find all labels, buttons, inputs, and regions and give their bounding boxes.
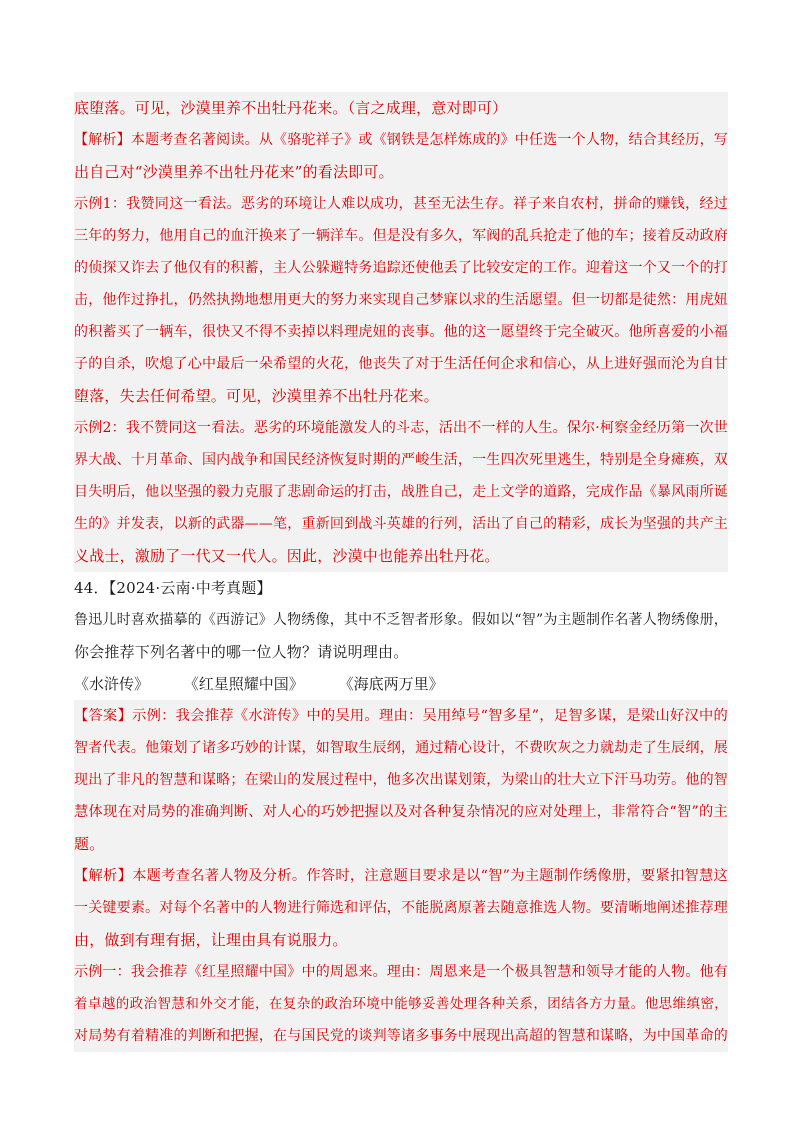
text-line: 目失明后，他以坚强的毅力克服了悲剧命运的打击，战胜自己，走上文学的道路，完成作品《暴风雨所诞 [74,484,728,500]
question-header [74,572,728,604]
previous-analysis-block [74,124,728,572]
book-options [74,668,728,700]
text-line: 智者代表。他策划了诸多巧妙的计谋，如智取生辰纲，通过精心设计，不费吹灰之力就劫走了生辰纲，展 [74,740,728,756]
text-line: 的积蓄买了一辆车，很快又不得不卖掉以料理虎妞的丧事。他的这一愿望终于完全破灭。他所喜爱的小福 [74,324,728,340]
text-line: 对局势有着精准的判断和把握，在与国民党的谈判等诸多事务中展现出高超的智慧和谋略，为中国革命的 [74,1028,728,1044]
answer-block [74,700,728,860]
text-line: 示例2：我不赞同这一看法。恶劣的环境能激发人的斗志，活出不一样的人生。保尔·柯察金经历第一次世 [74,420,728,436]
text-line: 慧体现在对局势的准确判断、对人心的巧妙把握以及对各种复杂情况的应对处理上，非常符合“智”的主 [74,804,728,820]
analysis-block [74,860,728,1052]
text-line: 【解析】本题考查名著阅读。从《骆驼祥子》或《钢铁是怎样炼成的》中任选一个人物，结合其经历，写 [74,132,728,148]
text-line: 堕落，失去任何希望。可见，沙漠里养不出牡丹花来。 [74,387,439,405]
analysis-tag: 【解析】 [74,868,133,884]
book-option-2: 《红星照耀中国》 [183,675,304,693]
previous-answer-continuation [74,92,728,124]
text-line: 义战士，激励了一代又一代人。因此，沙漠中也能养出牡丹花。 [74,547,500,565]
text-line: 生的》并发表，以新的武器——笔，重新回到战斗英雄的行列，活出了自己的精彩，成长为坚强的共产主 [74,516,728,532]
text-line: 示例1：我赞同这一看法。恶劣的环境让人难以成功，甚至无法生存。祥子来自农村，拼命的赚钱，经过 [74,196,728,212]
book-option-1: 《水浒传》 [74,675,150,693]
text-line: 由，做到有理有据，让理由具有说服力。 [74,931,348,949]
page-content [74,92,728,1052]
text-line: 着卓越的政治智慧和外交才能，在复杂的政治环境中能够妥善处理各种关系，团结各方力量。他思维缜密， [74,996,728,1012]
analysis-tag: 【解析】 [74,132,131,148]
text-line: 子的自杀，吹熄了心中最后一朵希望的火花，他丧失了对于生活任何企求和信心，从上进好强而沦为自甘 [74,356,728,372]
text-line: 一关键要素。对每个名著中的人物进行筛选和评估，不能脱离原著去随意推选人物。要清晰地阐述推荐理 [74,900,728,916]
text-line: 出自己对“沙漠里养不出牡丹花来”的看法即可。 [74,163,394,181]
text-line: 三年的努力，他用自己的血汗换来了一辆洋车。但是没有多久，军阀的乱兵抢走了他的车；接着反动政府 [74,228,728,244]
text-line: 的侦探又诈去了他仅有的积蓄，主人公躲避特务追踪还使他丢了比较安定的工作。迎着这一个又一个的打 [74,260,728,276]
text-line: 【答案】示例：我会推荐《水浒传》中的吴用。理由：吴用绰号“智多星”，足智多谋，是梁山好汉中的 [74,708,728,724]
question-text-line: 你会推荐下列名著中的哪一位人物？请说明理由。 [74,643,409,661]
text-line: 击，他作过挣扎，仍然执拗地想用更大的努力来实现自己梦寐以求的生活愿望。但一切都是徒然：用虎妞 [74,292,728,308]
answer-tag: 【答案】 [74,708,133,724]
text-line: 底堕落。可见，沙漠里养不出牡丹花来。（言之成理，意对即可） [74,99,508,117]
book-option-3: 《海底两万里》 [338,675,444,693]
question-text-line: 鲁迅儿时喜欢描摹的《西游记》人物绣像，其中不乏智者形象。假如以“智”为主题制作名著人物绣像册， [74,612,728,628]
text-line: 界大战、十月革命、国内战争和国民经济恢复时期的严峻生活，一生四次死里逃生，特别是全身瘫痪，双 [74,452,728,468]
text-line: 现出了非凡的智慧和谋略；在梁山的发展过程中，他多次出谋划策，为梁山的壮大立下汗马功劳。他的智 [74,772,728,788]
text-line: 【解析】本题考查名著人物及分析。作答时，注意题目要求是以“智”为主题制作绣像册，要紧扣智慧这 [74,868,728,884]
question-44 [74,572,728,700]
question-number: 44． [74,579,109,597]
question-source: 【2024·云南·中考真题】 [108,579,272,597]
text-line: 示例一：我会推荐《红星照耀中国》中的周恩来。理由：周恩来是一个极具智慧和领导才能的人物。他有 [74,964,728,980]
text-line: 题。 [74,835,105,853]
